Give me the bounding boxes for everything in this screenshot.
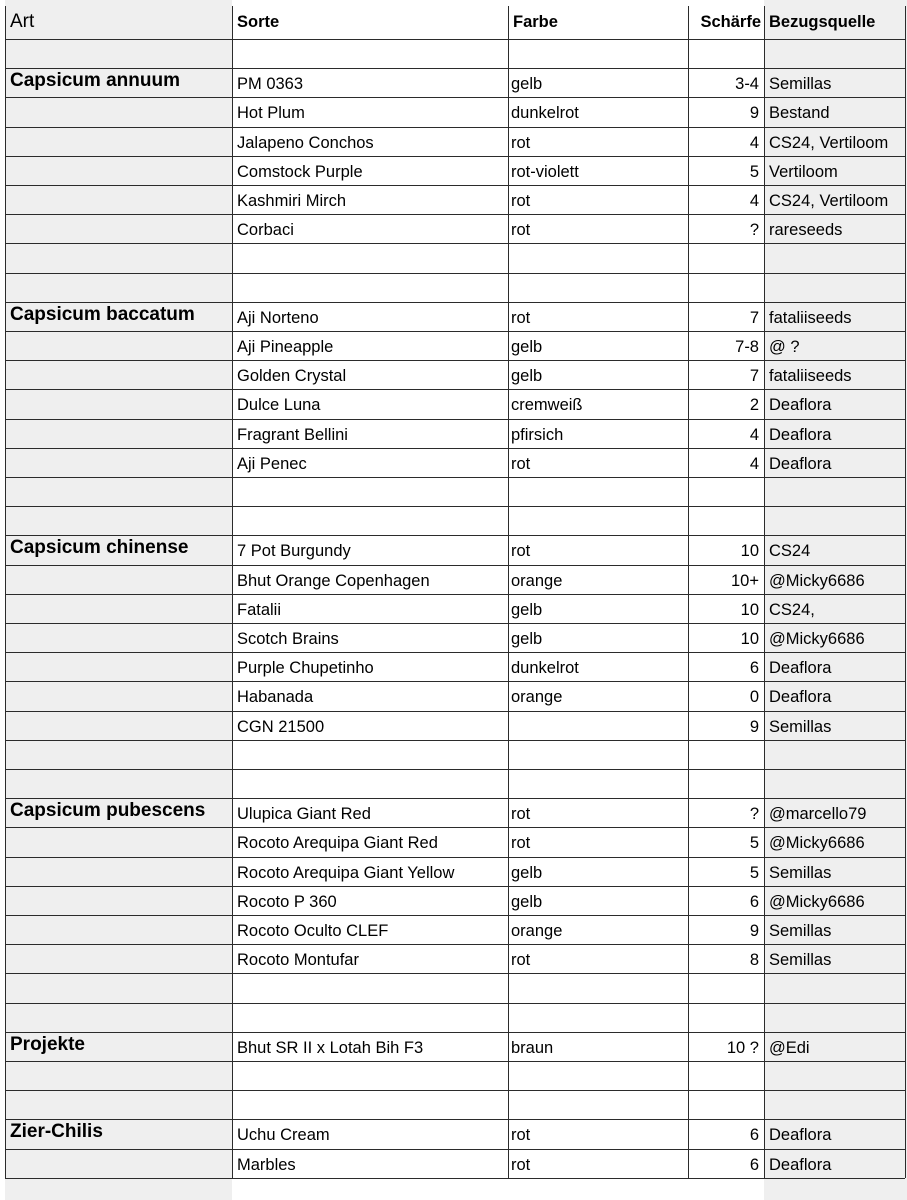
cell-schaerfe[interactable]: 5: [749, 834, 759, 853]
cell-sorte[interactable]: Bhut Orange Copenhagen: [237, 571, 430, 590]
cell-schaerfe[interactable]: 6: [749, 659, 759, 678]
cell-quelle[interactable]: Semillas: [769, 863, 832, 882]
cell-sorte[interactable]: Aji Norteno: [237, 308, 319, 327]
cell-schaerfe[interactable]: 4: [749, 133, 759, 152]
grid-line-horizontal: [5, 506, 905, 507]
cell-schaerfe[interactable]: 6: [749, 1155, 759, 1174]
cell-farbe[interactable]: rot-violett: [511, 162, 579, 181]
cell-sorte[interactable]: Kashmiri Mirch: [237, 192, 347, 210]
grid-line-horizontal: [5, 769, 905, 770]
grid-line-horizontal: [5, 127, 905, 128]
grid-line-vertical: [688, 6, 689, 1178]
cell-farbe[interactable]: orange: [511, 922, 563, 940]
cell-farbe[interactable]: dunkelrot: [511, 659, 579, 678]
grid-line-horizontal: [5, 1032, 905, 1033]
cell-farbe[interactable]: rot: [511, 308, 531, 327]
cell-farbe[interactable]: rot: [511, 454, 531, 473]
cell-quelle[interactable]: @Micky6686: [769, 892, 865, 911]
grid-line-horizontal: [5, 623, 905, 624]
cell-farbe[interactable]: rot: [511, 542, 531, 561]
header-sorte[interactable]: Sorte: [237, 13, 280, 31]
cell-schaerfe[interactable]: 10 ?: [726, 1038, 759, 1057]
cell-art[interactable]: Capsicum pubescens: [10, 800, 206, 822]
grid-line-horizontal: [5, 331, 905, 332]
cell-farbe[interactable]: rot: [511, 1126, 531, 1145]
cell-sorte[interactable]: Scotch Brains: [237, 630, 339, 648]
cell-farbe[interactable]: orange: [511, 688, 563, 707]
cell-sorte[interactable]: Aji Penec: [237, 454, 307, 473]
cell-schaerfe[interactable]: 10: [740, 542, 759, 561]
cell-sorte[interactable]: CGN 21500: [237, 717, 325, 736]
grid-line-horizontal: [5, 915, 905, 916]
cell-art[interactable]: Capsicum annuum: [10, 70, 180, 92]
cell-art[interactable]: Zier-Chilis: [10, 1121, 103, 1143]
cell-quelle[interactable]: @ ?: [769, 338, 800, 356]
grid-line-horizontal: [5, 1119, 905, 1120]
cell-quelle[interactable]: Deaflora: [769, 659, 832, 678]
header-schaerfe[interactable]: Schärfe: [700, 13, 761, 31]
cell-schaerfe[interactable]: 7: [749, 367, 759, 386]
grid-line-horizontal: [5, 1003, 905, 1004]
cell-art[interactable]: Capsicum baccatum: [10, 303, 195, 325]
cell-quelle[interactable]: @Micky6686: [769, 834, 865, 853]
cell-quelle[interactable]: @marcello79: [769, 805, 867, 824]
grid-line-horizontal: [5, 448, 905, 449]
cell-sorte[interactable]: Rocoto Oculto CLEF: [237, 922, 389, 940]
cell-quelle[interactable]: CS24: [769, 542, 811, 561]
cell-schaerfe[interactable]: 6: [749, 1126, 759, 1145]
cell-sorte[interactable]: Golden Crystal: [237, 367, 347, 386]
cell-sorte[interactable]: Marbles: [237, 1155, 296, 1174]
cell-schaerfe[interactable]: 6: [749, 892, 759, 911]
grid-line-horizontal: [5, 302, 905, 303]
cell-quelle[interactable]: @Edi: [769, 1038, 810, 1057]
cell-quelle[interactable]: Deaflora: [769, 454, 832, 473]
cell-quelle[interactable]: Semillas: [769, 951, 832, 970]
cell-schaerfe[interactable]: 4: [749, 454, 759, 473]
cell-schaerfe[interactable]: 9: [749, 104, 759, 123]
cell-sorte[interactable]: Rocoto P 360: [237, 892, 337, 911]
cell-sorte[interactable]: Rocoto Arequipa Giant Red: [237, 834, 438, 853]
cell-quelle[interactable]: fataliiseeds: [769, 308, 852, 327]
cell-quelle[interactable]: Deaflora: [769, 1155, 832, 1174]
grid-line-horizontal: [5, 39, 905, 40]
grid-line-horizontal: [5, 1090, 905, 1091]
cell-schaerfe[interactable]: 2: [749, 396, 759, 415]
cell-quelle[interactable]: rareseeds: [769, 221, 843, 240]
grid-line-horizontal: [5, 477, 905, 478]
cell-farbe[interactable]: braun: [511, 1038, 554, 1057]
grid-line-horizontal: [5, 594, 905, 595]
cell-farbe[interactable]: rot: [511, 221, 531, 240]
cell-farbe[interactable]: rot: [511, 951, 531, 970]
cell-quelle[interactable]: @Micky6686: [769, 630, 865, 648]
grid-line-horizontal: [5, 1149, 905, 1150]
cell-schaerfe[interactable]: 10: [740, 600, 759, 619]
cell-schaerfe[interactable]: 7: [749, 308, 759, 327]
grid-line-horizontal: [5, 565, 905, 566]
grid-line-horizontal: [5, 973, 905, 974]
cell-quelle[interactable]: Deaflora: [769, 688, 832, 707]
grid-line-horizontal: [5, 1061, 905, 1062]
grid-line-vertical: [764, 6, 765, 1178]
grid-line-horizontal: [5, 156, 905, 157]
cell-sorte[interactable]: Aji Pineapple: [237, 338, 334, 356]
cell-sorte[interactable]: PM 0363: [237, 75, 304, 94]
grid-line-horizontal: [5, 681, 905, 682]
cell-farbe[interactable]: gelb: [511, 630, 543, 648]
cell-farbe[interactable]: pfirsich: [511, 425, 564, 444]
cell-schaerfe[interactable]: 9: [749, 717, 759, 736]
cell-art[interactable]: Projekte: [10, 1033, 85, 1055]
cell-quelle[interactable]: CS24, Vertiloom: [769, 192, 889, 210]
cell-sorte[interactable]: Fragrant Bellini: [237, 425, 348, 444]
cell-schaerfe[interactable]: ?: [749, 221, 759, 240]
cell-sorte[interactable]: Ulupica Giant Red: [237, 805, 371, 824]
grid-line-vertical: [5, 6, 6, 1178]
cell-schaerfe[interactable]: 8: [749, 951, 759, 970]
cell-sorte[interactable]: Habanada: [237, 688, 314, 707]
cell-quelle[interactable]: Bestand: [769, 104, 830, 123]
cell-farbe[interactable]: dunkelrot: [511, 104, 579, 123]
cell-schaerfe[interactable]: ?: [749, 805, 759, 824]
grid-line-horizontal: [5, 1178, 905, 1179]
cell-quelle[interactable]: Deaflora: [769, 425, 832, 444]
grid-line-horizontal: [5, 243, 905, 244]
grid-line-horizontal: [5, 711, 905, 712]
grid-line-horizontal: [5, 798, 905, 799]
header-bezugsquelle[interactable]: Bezugsquelle: [769, 13, 876, 31]
grid-line-vertical: [232, 6, 233, 1178]
cell-sorte[interactable]: Corbaci: [237, 221, 294, 240]
cell-quelle[interactable]: CS24, Vertiloom: [769, 133, 889, 152]
cell-quelle[interactable]: fataliiseeds: [769, 367, 852, 386]
cell-sorte[interactable]: Fatalii: [237, 600, 282, 619]
cell-farbe[interactable]: rot: [511, 834, 531, 853]
grid-line-horizontal: [5, 740, 905, 741]
cell-farbe[interactable]: rot: [511, 192, 531, 210]
cell-sorte[interactable]: Dulce Luna: [237, 396, 321, 415]
cell-sorte[interactable]: Rocoto Montufar: [237, 951, 359, 970]
cell-schaerfe[interactable]: 10: [740, 630, 759, 648]
cell-farbe[interactable]: rot: [511, 1155, 531, 1174]
cell-quelle[interactable]: @Micky6686: [769, 571, 865, 590]
cell-schaerfe[interactable]: 0: [749, 688, 759, 707]
grid-line-horizontal: [5, 886, 905, 887]
cell-schaerfe[interactable]: 9: [749, 922, 759, 940]
cell-sorte[interactable]: Hot Plum: [237, 104, 305, 123]
header-farbe[interactable]: Farbe: [513, 13, 558, 31]
grid-line-horizontal: [5, 827, 905, 828]
cell-sorte[interactable]: Purple Chupetinho: [237, 659, 374, 678]
header-art[interactable]: Art: [10, 11, 35, 32]
cell-farbe[interactable]: rot: [511, 133, 531, 152]
cell-farbe[interactable]: rot: [511, 805, 531, 824]
cell-schaerfe[interactable]: 3-4: [735, 75, 759, 94]
cell-sorte[interactable]: Uchu Cream: [237, 1126, 330, 1145]
cell-sorte[interactable]: Jalapeno Conchos: [237, 133, 374, 152]
grid-line-horizontal: [5, 273, 905, 274]
cell-quelle[interactable]: Semillas: [769, 717, 832, 736]
grid-line-horizontal: [5, 535, 905, 536]
grid-line-horizontal: [5, 360, 905, 361]
cell-farbe[interactable]: gelb: [511, 367, 543, 386]
cell-schaerfe[interactable]: 5: [749, 162, 759, 181]
cell-schaerfe[interactable]: 5: [749, 863, 759, 882]
cell-sorte[interactable]: Rocoto Arequipa Giant Yellow: [237, 863, 455, 882]
cell-schaerfe[interactable]: 4: [749, 192, 759, 210]
cell-sorte[interactable]: Comstock Purple: [237, 162, 363, 181]
cell-art[interactable]: Capsicum chinense: [10, 537, 189, 559]
cell-farbe[interactable]: gelb: [511, 892, 543, 911]
cell-quelle[interactable]: CS24,: [769, 600, 815, 619]
grid-line-horizontal: [5, 857, 905, 858]
grid-line-horizontal: [5, 419, 905, 420]
cell-quelle[interactable]: Semillas: [769, 922, 832, 940]
cell-quelle[interactable]: Deaflora: [769, 396, 832, 415]
cell-farbe[interactable]: gelb: [511, 863, 543, 882]
cell-quelle[interactable]: Vertiloom: [769, 162, 838, 181]
cell-quelle[interactable]: Semillas: [769, 75, 832, 94]
cell-farbe[interactable]: gelb: [511, 338, 543, 356]
cell-farbe[interactable]: gelb: [511, 600, 543, 619]
cell-schaerfe[interactable]: 10+: [731, 571, 759, 590]
cell-sorte[interactable]: 7 Pot Burgundy: [237, 542, 351, 561]
grid-line-vertical: [508, 6, 509, 1178]
grid-line-horizontal: [5, 214, 905, 215]
grid-line-horizontal: [5, 652, 905, 653]
cell-farbe[interactable]: gelb: [511, 75, 543, 94]
cell-sorte[interactable]: Bhut SR II x Lotah Bih F3: [237, 1038, 424, 1057]
cell-schaerfe[interactable]: 4: [749, 425, 759, 444]
cell-farbe[interactable]: orange: [511, 571, 563, 590]
grid-line-horizontal: [5, 97, 905, 98]
grid-line-horizontal: [5, 185, 905, 186]
grid-line-horizontal: [5, 389, 905, 390]
cell-farbe[interactable]: cremweiß: [511, 396, 583, 415]
grid-line-horizontal: [5, 68, 905, 69]
grid-line-horizontal: [5, 944, 905, 945]
cell-quelle[interactable]: Deaflora: [769, 1126, 832, 1145]
cell-schaerfe[interactable]: 7-8: [735, 338, 759, 356]
art-column-shading: [5, 0, 232, 1200]
